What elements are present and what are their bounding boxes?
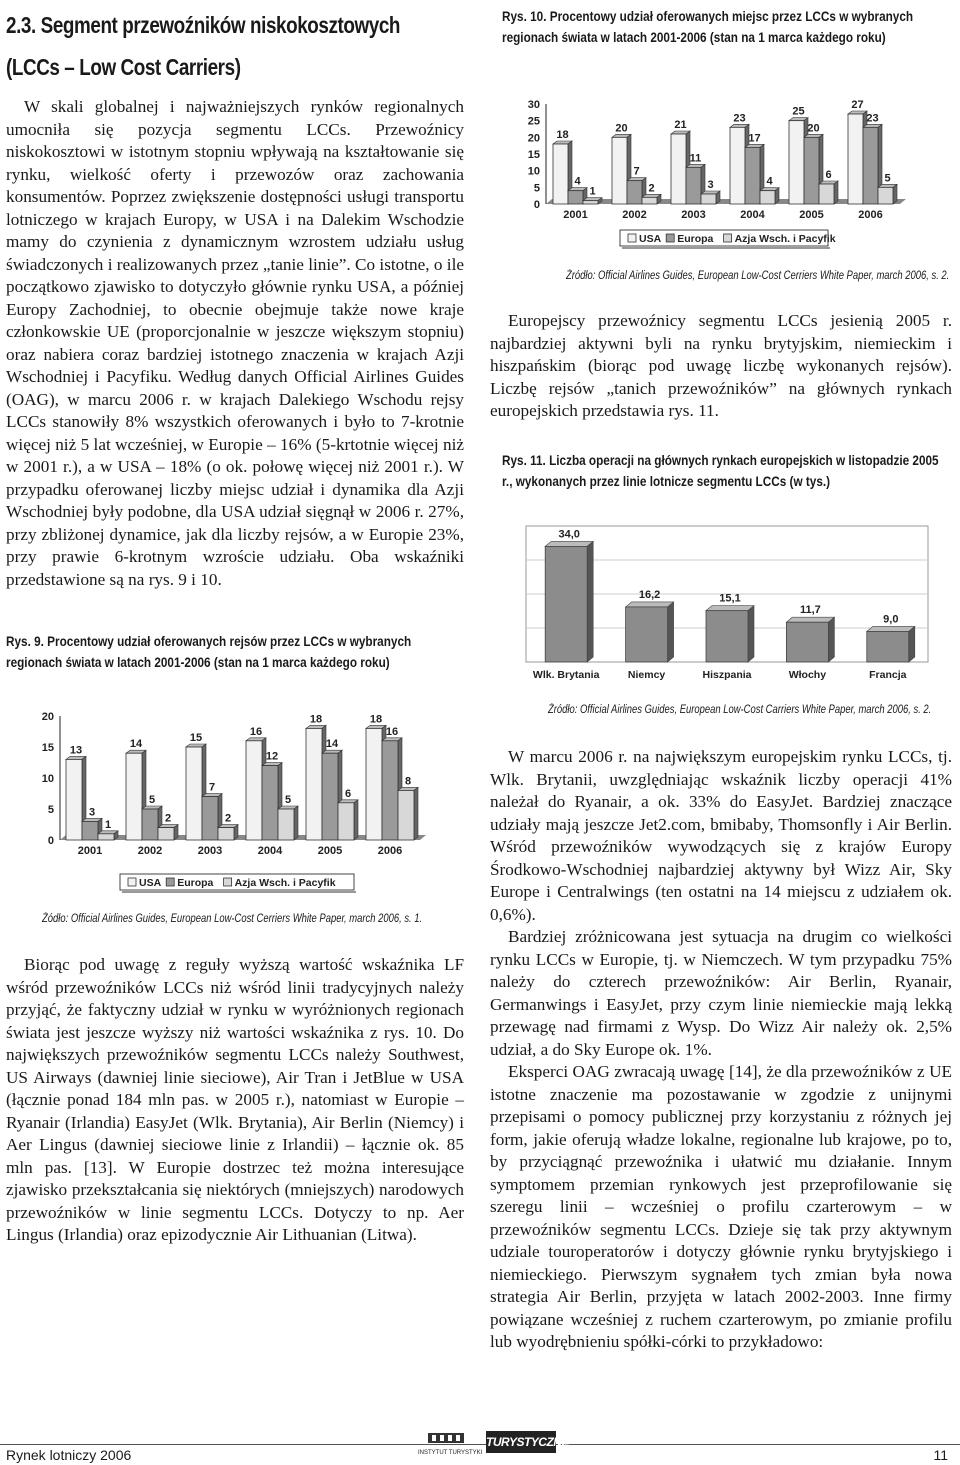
figure-10-chart [516, 94, 926, 254]
bar [278, 809, 294, 840]
bar [627, 181, 642, 204]
figure-10-source: Źródło: Official Airlines Guides, European Low-Cost Cerriers White Paper, march 2006, s. 2. [566, 270, 950, 282]
heading-line-2: (LCCs – Low Cost Carriers) [6, 54, 241, 80]
right-paragraph-3: Bardziej zróżnicowana jest sytuacja na drugim co wielkości rynku LCCs w Europie, tj. w Niemczech. W tym przypadku 75% należy do czterech przewoźników: Air Berlin, Ryanair, Germanwings i EasyJet, przy czym linie niemieckie mają lekką przewagę nad firmami z Wysp. Do Wizz Air należy ok. 2,5% udział, a do Sky Europe ok. 1%. [490, 927, 952, 1059]
legend-label: Azja Wsch. i Pacyfik [734, 233, 836, 245]
institute-logo-mark [426, 1431, 466, 1445]
data-label: 5 [284, 794, 292, 806]
institute-logo [418, 1431, 483, 1457]
bar-side [893, 184, 897, 204]
bar [202, 797, 218, 840]
data-label: 1 [589, 185, 596, 198]
x-tick-label: 2001 [563, 209, 588, 221]
data-label: 16,2 [638, 588, 661, 601]
bar-side [828, 617, 834, 662]
bar [398, 790, 414, 840]
bar [338, 803, 354, 840]
data-label: 18 [556, 129, 569, 141]
data-label: 2 [164, 812, 172, 825]
bar [867, 631, 909, 662]
bar [730, 127, 745, 204]
x-tick-label: 2006 [858, 209, 883, 221]
bar [553, 144, 568, 204]
bar [98, 834, 114, 840]
figure-11-source: Źródło: Official Airlines Guides, European Low-Cost Carriers White Paper, march 2006, s. 2. [548, 704, 932, 716]
legend-label: USA [139, 877, 162, 889]
y-tick-label: 25 [527, 115, 540, 128]
bar [262, 766, 278, 840]
legend-label: USA [639, 233, 662, 245]
bar-side [748, 606, 754, 662]
page-number: 11 [933, 1447, 948, 1463]
x-tick-label: 2001 [77, 845, 103, 857]
x-tick-label: Hiszpania [702, 669, 752, 681]
data-label: 2 [224, 812, 232, 825]
x-tick-label: Francja [869, 669, 907, 681]
bar-top [706, 606, 754, 611]
x-tick-label: 2002 [622, 209, 647, 221]
bar [66, 759, 82, 840]
bar [706, 611, 748, 662]
y-tick-label: 0 [47, 835, 54, 847]
right-text-block [490, 746, 952, 1354]
data-label: 5 [148, 794, 156, 806]
bar-top [545, 541, 593, 546]
y-tick-label: 10 [527, 165, 540, 178]
data-label: 21 [674, 119, 687, 131]
data-label: 2 [648, 182, 655, 195]
data-label: 16 [249, 725, 263, 738]
data-label: 4 [574, 175, 581, 188]
turystyczne-logo: TURYSTYCZNE [486, 1431, 556, 1453]
bar [848, 114, 863, 204]
data-label: 9,0 [883, 613, 899, 626]
bar-side [834, 181, 838, 204]
bar-side [234, 825, 238, 840]
data-label: 34,0 [558, 528, 580, 541]
y-tick-label: 5 [533, 182, 540, 195]
bar [789, 121, 804, 204]
x-tick-label: Niemcy [627, 669, 666, 681]
data-label: 14 [325, 738, 339, 751]
x-tick-label: 2006 [377, 845, 403, 857]
figure-9-caption: Rys. 9. Procentowy udział oferowanych rejsów przez LCCs w wybranych regionach świata w latach 2001-2006 (stan na 1 marca każdego roku) [6, 633, 412, 670]
bar [642, 197, 657, 204]
bar [186, 747, 202, 840]
data-label: 13 [69, 744, 83, 757]
data-label: 4 [766, 175, 773, 188]
bar-side [354, 800, 358, 840]
data-label: 20 [615, 122, 628, 135]
bar-side [909, 626, 915, 662]
data-label: 7 [208, 781, 216, 794]
y-tick-label: 10 [41, 773, 54, 785]
bar [126, 753, 142, 840]
data-label: 16 [385, 725, 399, 738]
bar-side [294, 806, 298, 840]
data-label: 6 [344, 787, 352, 800]
legend-swatch [128, 878, 136, 886]
bar [786, 622, 828, 662]
bar [218, 828, 234, 840]
bar [612, 137, 627, 204]
data-label: 8 [404, 775, 412, 788]
data-label: 15,1 [719, 592, 741, 605]
bar [804, 137, 819, 204]
left-paragraph-2: Biorąc pod uwagę z reguły wyższą wartość wskaźnika LF wśród przewoźników LCCs niż wśród linii tradycyjnych należy przyjąć, że faktyczny udział w rynku w wyróżnionych regionach świata jest jeszcze wyższy niż wartości wskaźnika z rys. 10. Do największych przewoźników segmentu LCCs należy Southwest, US Airways (dawniej linie sieciowe), Air Tran i JetBlue w USA (łącznie ponad 184 mln pas. w 2005 r.), natomiast w Europie – Ryanair (Irlandia) EasyJet (Wlk. Brytania), Air Berlin (Niemcy) i Aer Lingus (dawniej sieciowe linie z Irlandii) – łącznie ok. 85 mln pas. [13]. W Europie dostrzec też można interesujące zjawisko przekształcania się niektórych (mniejszych) narodowych przewoźników w linie segmentu LCCs. Dotyczy to np. Aer Lingus (Irlandia) oraz epizodycznie Air Lithuanian (Litwa). [6, 955, 464, 1244]
legend-label: Azja Wsch. i Pacyfik [234, 877, 336, 889]
bar-side [587, 541, 593, 662]
data-label: 15 [189, 732, 203, 744]
bar [82, 821, 98, 840]
bar-side [414, 787, 418, 840]
x-tick-label: Wlk. Brytania [532, 669, 600, 681]
bar-side [668, 602, 674, 662]
chart-legend [620, 230, 836, 248]
institute-logo-text: INSTYTUT TURYSTYKI [418, 1450, 483, 1456]
x-tick-label: 2002 [137, 845, 163, 857]
legend-swatch [666, 234, 674, 242]
bar [863, 127, 878, 204]
y-tick-label: 15 [41, 742, 54, 754]
bar [671, 134, 686, 204]
data-label: 7 [633, 165, 640, 178]
bar [382, 741, 398, 840]
bar-top [626, 602, 674, 607]
bar [745, 147, 760, 204]
y-tick-label: 15 [527, 149, 540, 161]
data-label: 17 [748, 132, 761, 145]
legend-label: Europa [677, 233, 714, 245]
y-tick-label: 0 [533, 199, 540, 211]
bar [819, 184, 834, 204]
data-label: 27 [851, 99, 864, 111]
bar [142, 809, 158, 840]
bar-top [786, 617, 834, 622]
data-label: 11,7 [799, 604, 821, 617]
data-label: 5 [884, 172, 891, 185]
x-tick-label: 2004 [257, 845, 283, 857]
bar [760, 191, 775, 204]
x-tick-label: 2004 [740, 209, 765, 221]
y-tick-label: 30 [527, 99, 540, 111]
legend-swatch [628, 234, 636, 242]
heading-line-1: 2.3. Segment przewoźników niskokosztowych [6, 12, 401, 38]
data-label: 25 [792, 105, 805, 118]
figure-9-chart [30, 702, 450, 906]
data-label: 20 [807, 122, 820, 135]
legend-label: Europa [177, 877, 214, 889]
chart-legend [120, 874, 356, 892]
bar [583, 201, 598, 204]
x-tick-label: 2003 [681, 209, 706, 221]
bar [158, 828, 174, 840]
y-tick-label: 20 [527, 132, 540, 145]
data-label: 14 [129, 738, 143, 751]
bar-top [867, 626, 915, 631]
y-tick-label: 20 [41, 711, 54, 723]
legend-swatch [724, 234, 732, 242]
right-paragraph-4: Eksperci OAG zwracają uwagę [14], że dla przewoźników z UE istotne znaczenie ma pozostawanie w zgodzie z unijnymi przepisami o pomocy publicznej przy korzystaniu z różnych jej form, jakie oferują władze lokalne, regionalne lub krajowe, po to, by przyciągnąć przewoźnika i ułatwić mu działanie. Innym symptomem przemian rynkowych jest przeprofilowanie się szeregu linii – wcześniej o profilu czarterowym – w przewoźników segmentu LCCs. Dzieje się tak przy aktywnym udziale touroperatorów i dotyczy głównie rynku brytyjskiego i niemieckiego. Pierwszym sygnałem tych zmian była nowa strategia Air Berlin, przyjęta w latach 2002-2003. Inne firmy powiązane wcześniej z ruchem czarterowym, po zmianie profilu lub wyodrębnieniu spółki-córki to przykładowo: [490, 1062, 952, 1351]
right-paragraph-2: W marcu 2006 r. na największym europejskim rynku LCCs, tj. Wlk. Brytanii, uwzględniając wskaźnik liczby operacji 41% należał do Ryanair, a ok. 33% do EasyJet. Bardziej znaczące udziały mają jeszcze Jet2.com, bmibaby, Thomsonfly i Air Berlin. Wśród przewoźników wywodzących się z krajów Europy Środkowo-Wschodniej najbardziej aktywny był Wizz Air, Sky Europe i Centralwings (ten ostatni na 14 miejscu z udziałem ok. 0,6%). [490, 747, 952, 924]
bar [686, 167, 701, 204]
bar [878, 187, 893, 204]
right-paragraph-1: Europejscy przewoźnicy segmentu LCCs jesienią 2005 r. najbardziej aktywni byli na rynku brytyjskim, niemieckim i hiszpańskim (biorąc pod uwagę liczbę wykonanych rejsów). Liczbę rejsów „tanich przewoźników” na głównych rynkach europejskich przedstawia rys. 11. [490, 311, 952, 420]
bar [246, 741, 262, 840]
bar [568, 191, 583, 204]
figure-9-source: Źódło: Official Airlines Guides, European Low-Cost Cerriers White Paper, march 2006, s. 1. [42, 913, 423, 925]
data-label: 12 [265, 750, 279, 763]
bar [545, 546, 587, 662]
data-label: 1 [104, 818, 112, 831]
figure-11-caption: Rys. 11. Liczba operacji na głównych rynkach europejskich w listopadzie 2005 r., wykonanych przez linie lotnicze segmentu LCCs (w tys.) [502, 452, 939, 489]
footer-publication: Rynek lotniczy 2006 [6, 1447, 132, 1463]
data-label: 18 [369, 713, 383, 726]
section-heading [6, 4, 400, 88]
bar-side [174, 825, 178, 840]
bar [306, 728, 322, 840]
bar [366, 728, 382, 840]
bar [701, 194, 716, 204]
data-label: 6 [825, 169, 832, 181]
data-label: 3 [707, 179, 714, 191]
legend-swatch [166, 878, 174, 886]
figure-11-chart [514, 516, 944, 684]
x-tick-label: 2003 [197, 845, 223, 857]
x-tick-label: Włochy [788, 669, 827, 681]
footer-rule [0, 1444, 960, 1445]
data-label: 23 [866, 112, 879, 125]
legend-swatch [224, 878, 232, 886]
data-label: 3 [88, 806, 96, 819]
x-tick-label: 2005 [317, 845, 343, 857]
data-label: 23 [733, 112, 746, 125]
data-label: 18 [309, 713, 323, 726]
bar [322, 753, 338, 840]
bar [626, 607, 668, 662]
data-label: 11 [689, 152, 702, 165]
figure-10-caption: Rys. 10. Procentowy udział oferowanych miejsc przez LCCs w wybranych regionach świata w latach 2001-2006 (stan na 1 marca każdego roku) [502, 8, 914, 45]
y-tick-label: 5 [47, 804, 54, 816]
bar-side [775, 188, 779, 204]
x-tick-label: 2005 [799, 209, 824, 221]
left-paragraph-1: W skali globalnej i najważniejszych rynków regionalnych umocniła się pozycja segmentu LCCs. Przewoźnicy niskokosztowi w istotnym stopniu wpływają na kształtowanie się rynku, wielkość oferty i przewozów oraz zachowania konsumentów. Poprzez zwiększenie dostępności usługi transportu lotniczego w krajach Europy, w USA i na Dalekim Wschodzie mamy do czynienia z dynamicznym wzrostem udziału usług świadczonych i realizowanych przez „tanie linie”. Co istotne, o ile początkowo zjawisko to dotyczyło głównie rynku USA, a później Europy Zachodniej, to obecnie obejmuje także nowe kraje członkowskie UE (proporcjonalnie w jeszcze większym stopniu) oraz nabiera coraz bardziej istotnego znaczenia w krajach Azji Wschodniej i Pacyfiku. Według danych Official Airlines Guides (OAG), w marcu 2006 r. w krajach Dalekiego Wschodu rejsy LCCs stanowiły 8% wszystkich oferowanych i było to 7-krotnie więcej niż 5 lat wcześniej, w Europie – 16% (5-krtotnie więcej niż w 2001 r.), a w USA – 18% (o ok. połowę więcej niż 2001 r.). W przypadku oferowanej liczby miejsc udział i dynamika dla Azji Wschodniej były podobne, dla USA udział sięgnął w 2006 r. 27%, przy zbliżonej dynamice, jak dla liczby rejsów, a w Europie 23%, przy prawie 6-krotnym wzroście udziału. Oba wskaźniki przedstawione są na rys. 9 i 10. [6, 97, 464, 589]
